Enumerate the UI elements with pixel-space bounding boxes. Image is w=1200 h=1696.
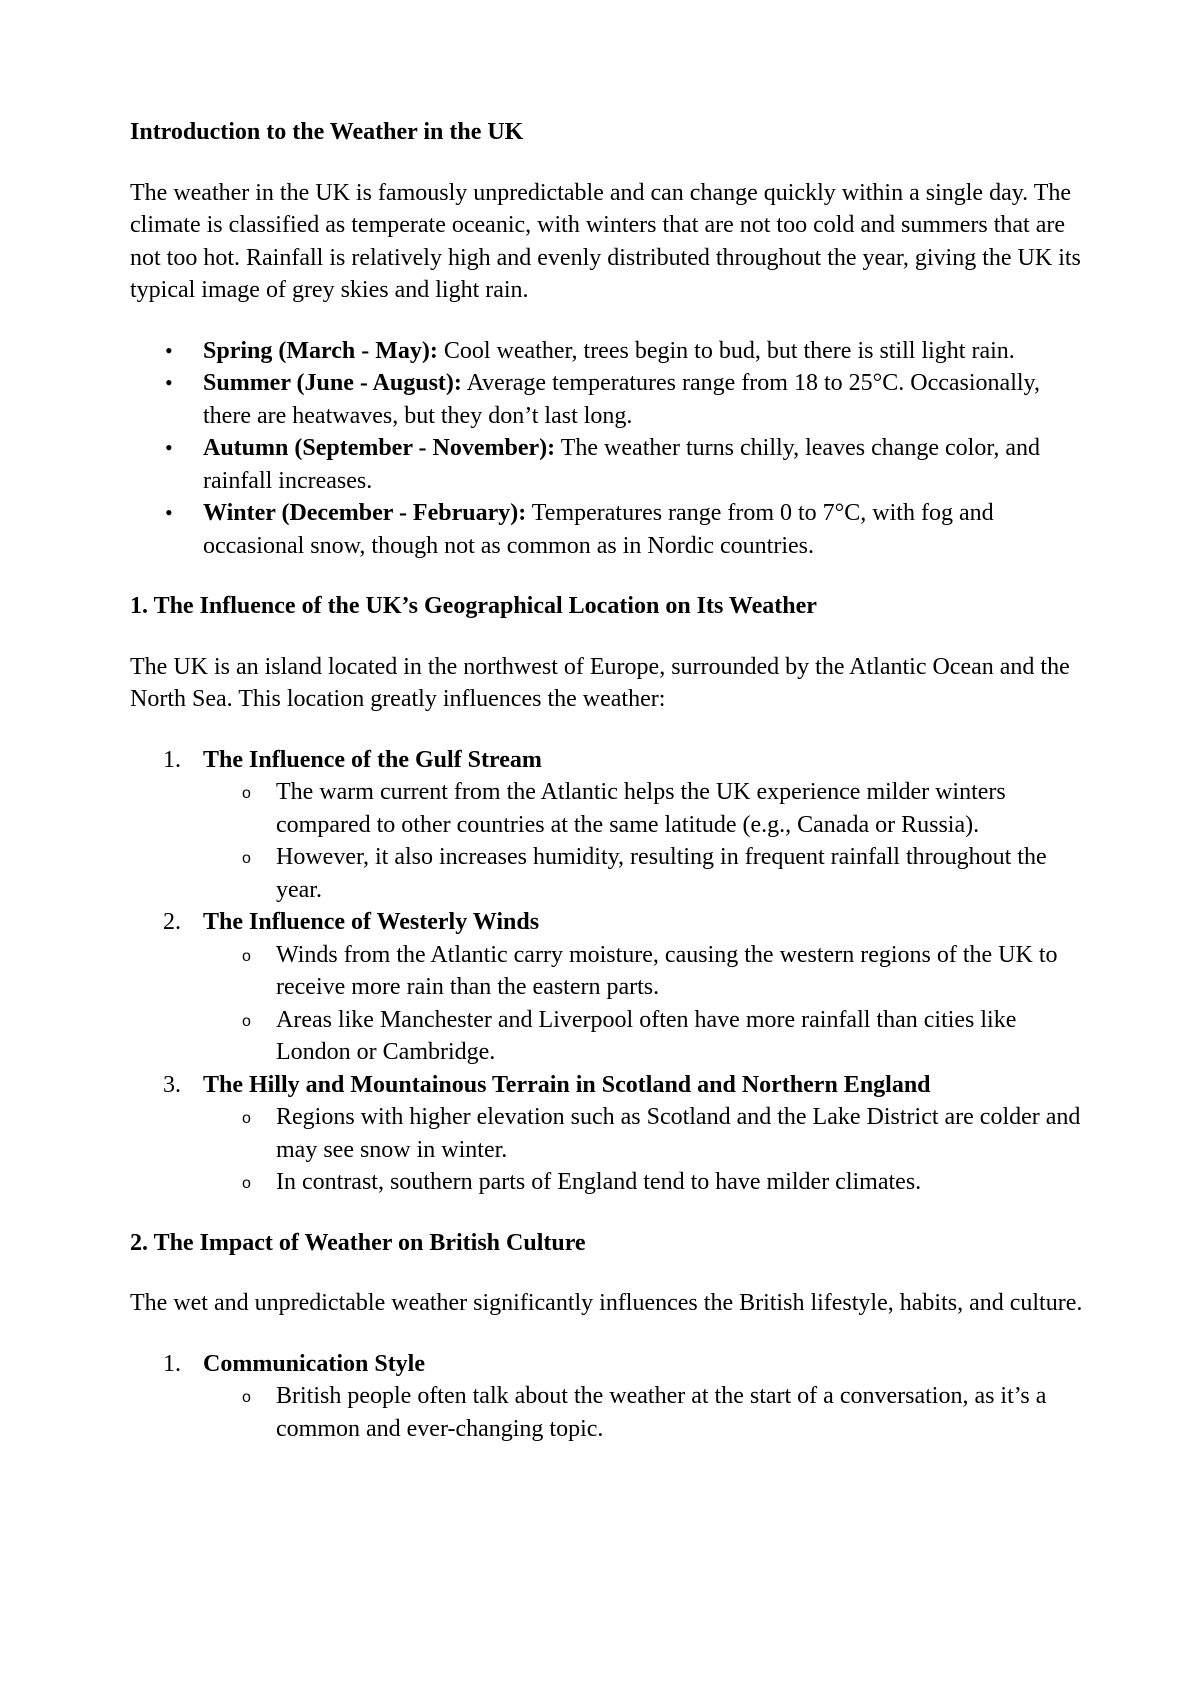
bullet-icon: • bbox=[165, 500, 173, 525]
bullet-icon: • bbox=[165, 337, 173, 363]
sub-list bbox=[203, 1101, 1090, 1199]
sub-list-text: Regions with higher elevation such as Scotland and the Lake District are colder and may see snow in winter. bbox=[276, 1104, 1081, 1163]
circle-bullet-icon: o bbox=[242, 1389, 251, 1406]
circle-bullet-icon: o bbox=[242, 1110, 251, 1127]
sub-list-text: In contrast, southern parts of England tend to have milder climates. bbox=[276, 1169, 922, 1195]
list-item bbox=[130, 906, 1090, 1069]
sub-list-item bbox=[203, 1004, 1090, 1069]
sub-list-text: However, it also increases humidity, resulting in frequent rainfall throughout the year. bbox=[276, 844, 1047, 903]
sub-list bbox=[203, 776, 1090, 906]
season-text: Cool weather, trees begin to bud, but there is still light rain. bbox=[437, 337, 1015, 364]
season-label: Spring (March - May): bbox=[203, 337, 438, 364]
sub-list-item bbox=[203, 1166, 1090, 1199]
list-item-winter bbox=[130, 497, 1090, 562]
sub-list-item bbox=[203, 841, 1090, 906]
intro-paragraph: The weather in the UK is famously unpredictable and can change quickly within a single day. The climate is classified as temperate oceanic, with winters that are not too cold and summers that are not too hot. Rainfall is relatively high and evenly distributed throughout the year, giving the UK its typical image of grey skies and light rain. bbox=[130, 179, 1081, 303]
sub-list-text: Areas like Manchester and Liverpool often have more rainfall than cities like London or Cambridge. bbox=[276, 1006, 1017, 1065]
season-text: The weather turns chilly, leaves change color, and rainfall increases. bbox=[203, 435, 1041, 494]
list-item-spring bbox=[130, 335, 1090, 368]
list-item-title: The Hilly and Mountainous Terrain in Scotland and Northern England bbox=[203, 1071, 931, 1098]
circle-bullet-icon: o bbox=[242, 1012, 251, 1030]
sub-list-text: Winds from the Atlantic carry moisture, causing the western regions of the UK to receive more rain than the eastern parts. bbox=[276, 941, 1058, 1000]
circle-bullet-icon: o bbox=[242, 1175, 251, 1192]
circle-bullet-icon: o bbox=[242, 785, 251, 802]
sub-list bbox=[203, 939, 1090, 1069]
list-item-title: The Influence of Westerly Winds bbox=[203, 909, 540, 935]
season-label: Summer (June - August): bbox=[203, 370, 462, 396]
season-text: Temperatures range from 0 to 7°C, with fog and occasional snow, though not as common as in Nordic countries. bbox=[203, 500, 994, 559]
list-item-title: Communication Style bbox=[203, 1350, 425, 1377]
sub-list-item bbox=[203, 1380, 1090, 1445]
list-number: 2. bbox=[163, 909, 181, 935]
sub-list-text: The warm current from the Atlantic helps the UK experience milder winters compared to other countries at the same latitude (e.g., Canada or Russia). bbox=[276, 779, 1006, 838]
list-number: 1. bbox=[163, 1350, 181, 1377]
list-item-autumn bbox=[130, 432, 1090, 497]
list-number: 3. bbox=[163, 1071, 181, 1098]
sub-list-item bbox=[203, 776, 1090, 841]
list-item bbox=[130, 1069, 1090, 1199]
section-paragraph: The wet and unpredictable weather significantly influences the British lifestyle, habits, and culture. bbox=[130, 1290, 1083, 1316]
list-item bbox=[130, 744, 1090, 907]
culture-list bbox=[130, 1348, 1090, 1446]
section-heading: 1. The Influence of the UK’s Geographical Location on Its Weather bbox=[130, 593, 817, 619]
sub-list-item bbox=[203, 939, 1090, 1004]
bullet-icon: • bbox=[165, 435, 173, 460]
geography-list bbox=[130, 744, 1090, 1199]
section-heading: 2. The Impact of Weather on British Culture bbox=[130, 1229, 586, 1256]
sub-list bbox=[203, 1380, 1090, 1445]
seasons-list bbox=[130, 335, 1090, 563]
season-label: Autumn (September - November): bbox=[203, 435, 556, 461]
list-number: 1. bbox=[163, 746, 181, 773]
list-item-title: The Influence of the Gulf Stream bbox=[203, 746, 542, 773]
sub-list-text: British people often talk about the weather at the start of a conversation, as it’s a common and ever-changing topic. bbox=[276, 1383, 1047, 1442]
section-paragraph: The UK is an island located in the northwest of Europe, surrounded by the Atlantic Ocean and the North Sea. This location greatly influences the weather: bbox=[130, 653, 1070, 712]
document-title: Introduction to the Weather in the UK bbox=[130, 119, 524, 145]
season-text: Average temperatures range from 18 to 25°C. Occasionally, there are heatwaves, but they don’t last long. bbox=[203, 370, 1040, 429]
sub-list-item bbox=[203, 1101, 1090, 1166]
list-item-summer bbox=[130, 367, 1090, 432]
document-page bbox=[130, 116, 1090, 1445]
circle-bullet-icon: o bbox=[242, 947, 251, 965]
circle-bullet-icon: o bbox=[242, 850, 251, 867]
list-item bbox=[130, 1348, 1090, 1446]
season-label: Winter (December - February): bbox=[203, 500, 527, 526]
bullet-icon: • bbox=[165, 370, 173, 395]
